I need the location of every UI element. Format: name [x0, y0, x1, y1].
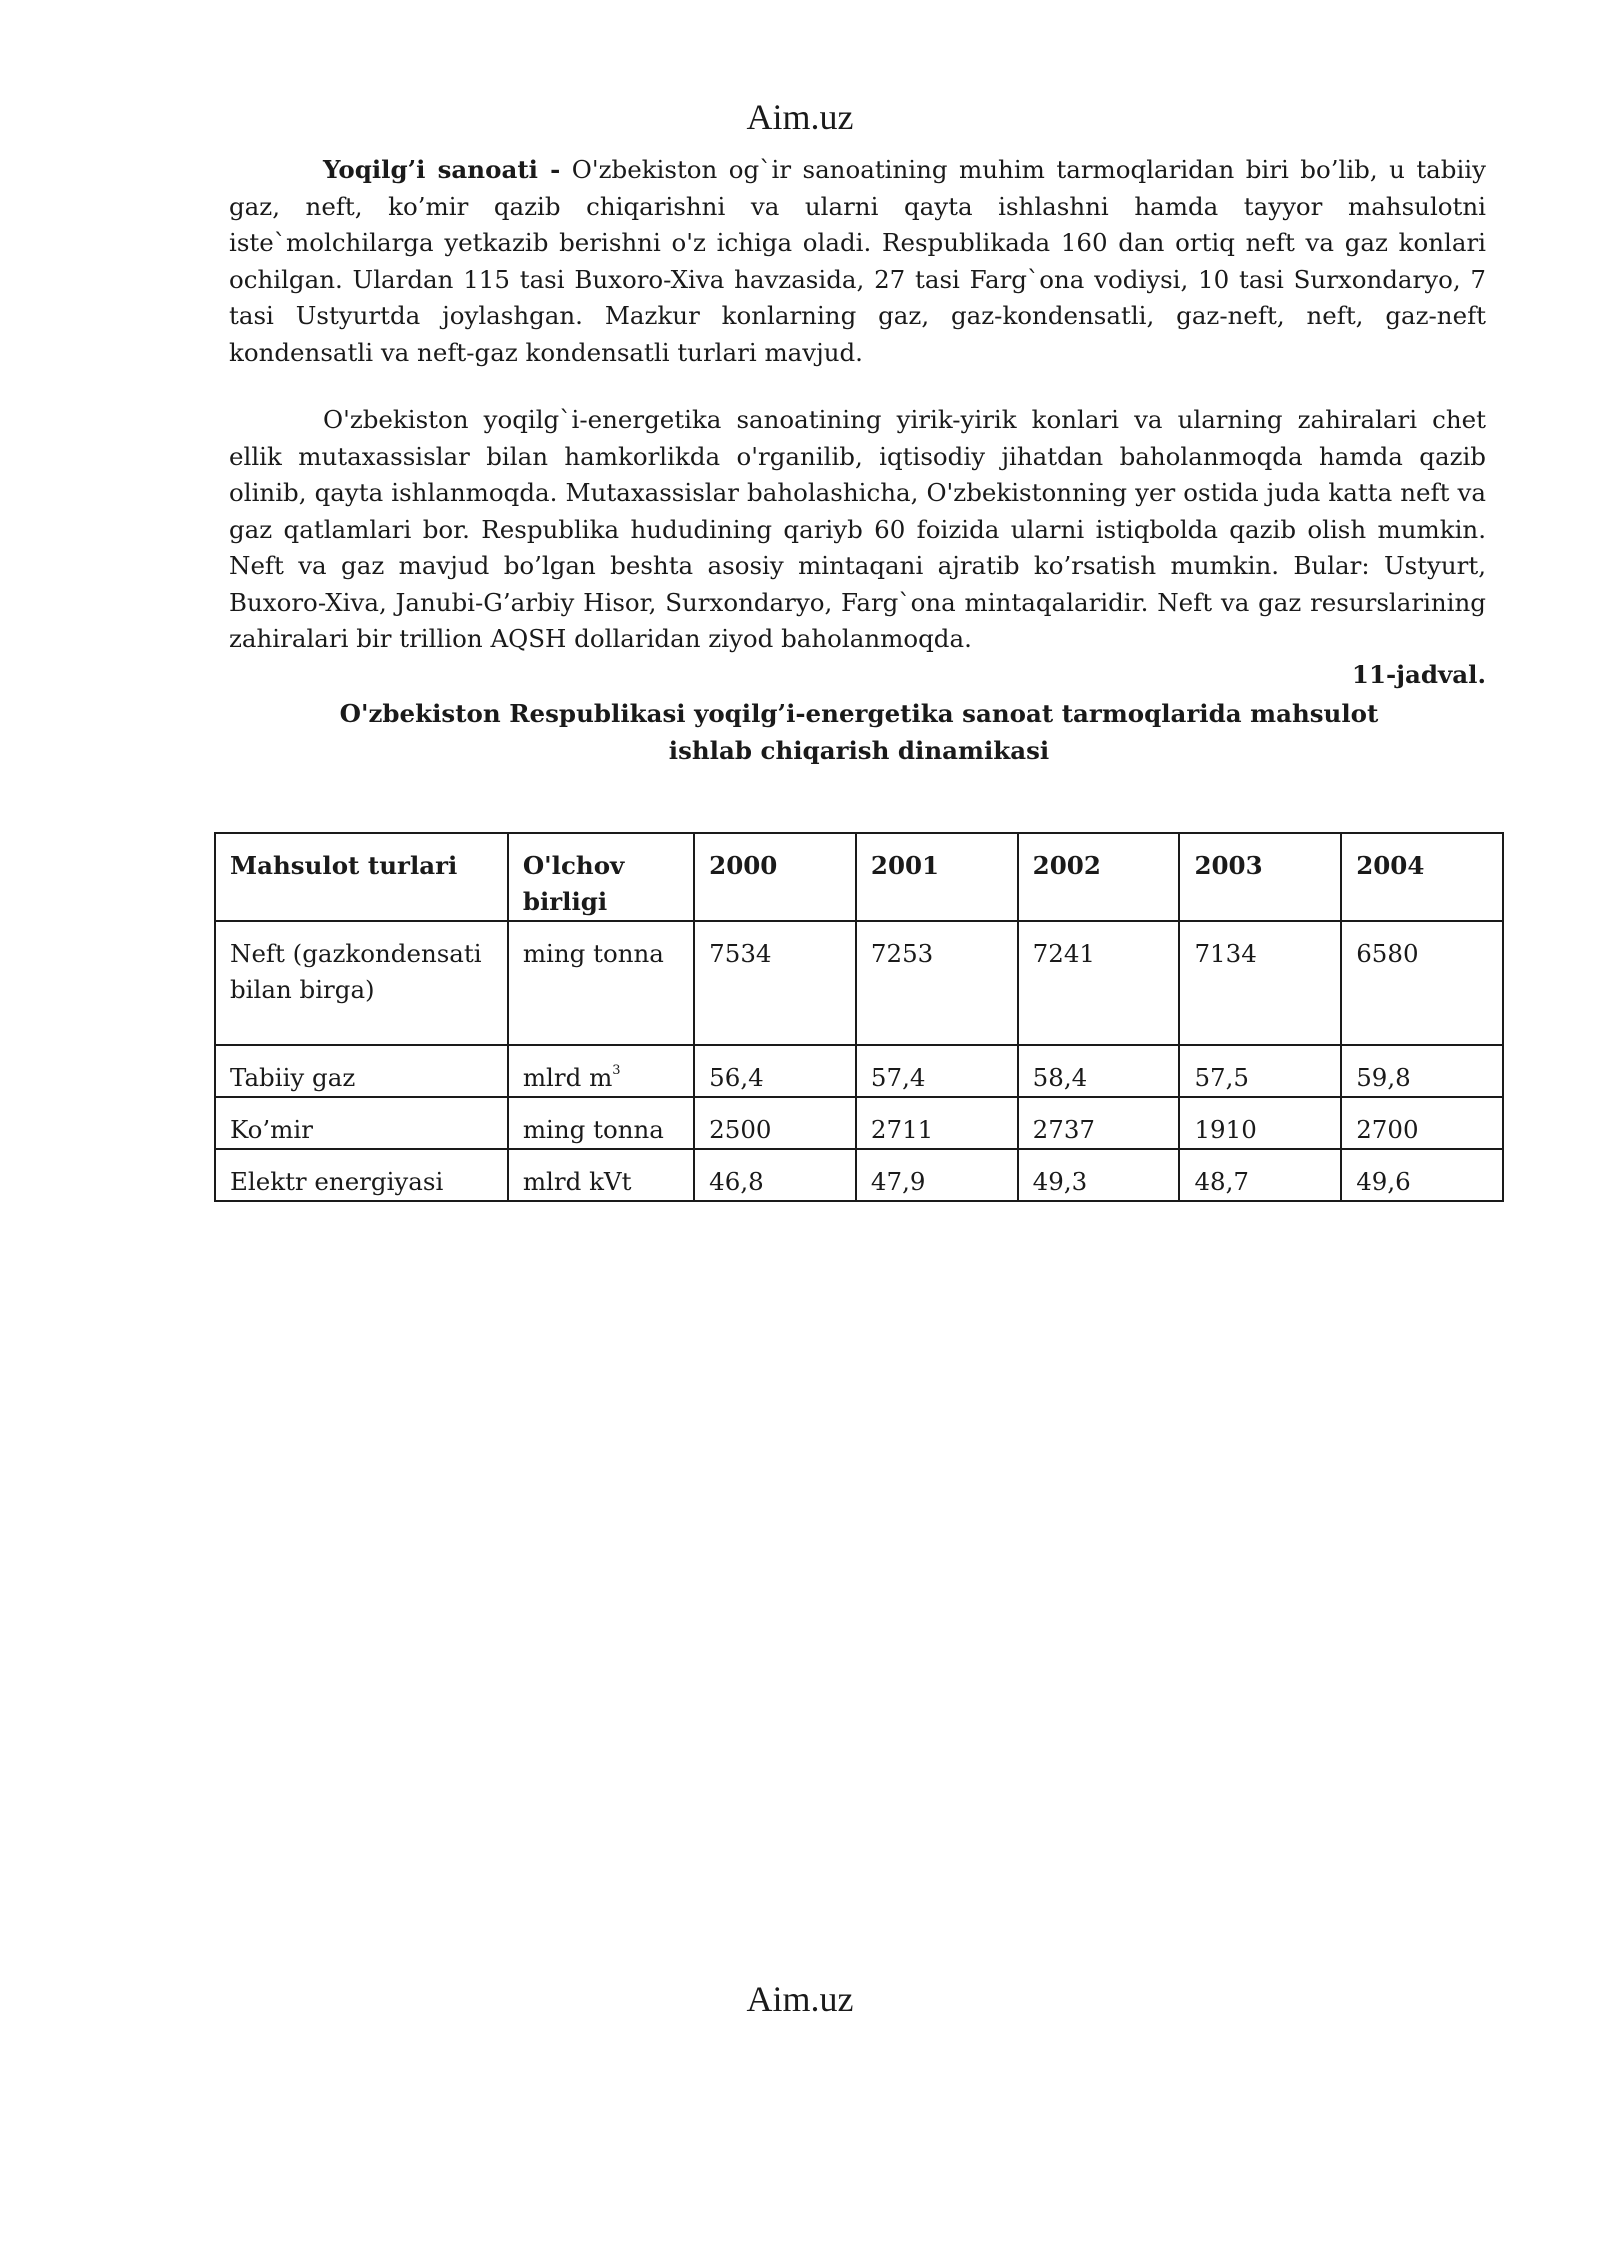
- cell-value: 2700: [1341, 1097, 1503, 1149]
- table-row: [215, 921, 1503, 1045]
- cell-value: 2711: [856, 1097, 1018, 1149]
- production-table: [214, 832, 1504, 1202]
- cell-value: 48,7: [1179, 1149, 1341, 1201]
- table-row: [215, 1149, 1503, 1201]
- header-year: 2000: [694, 833, 856, 921]
- site-footer: Aim.uz: [746, 1979, 854, 2019]
- cell-value: 2500: [694, 1097, 856, 1149]
- paragraph-intro: [229, 152, 1486, 371]
- cell-value: 49,6: [1341, 1149, 1503, 1201]
- cell-value: 59,8: [1341, 1045, 1503, 1097]
- cell-value: 7534: [694, 921, 856, 1045]
- cell-value: 1910: [1179, 1097, 1341, 1149]
- cell-type: Elektr energiyasi: [215, 1149, 508, 1201]
- cell-value: 57,4: [856, 1045, 1018, 1097]
- cell-unit: mlrd kVt: [508, 1149, 694, 1201]
- table-title: O'zbekiston Respublikasi yoqilg’i-energetika sanoat tarmoqlarida mahsulot ishlab chiqarish dinamikasi: [339, 699, 1379, 765]
- cell-value: 49,3: [1018, 1149, 1180, 1201]
- header-type: Mahsulot turlari: [215, 833, 508, 921]
- cell-value: 7253: [856, 921, 1018, 1045]
- cell-value: 7134: [1179, 921, 1341, 1045]
- cell-unit: mlrd $m^3$: [508, 1045, 694, 1097]
- cell-unit: ming tonna: [508, 921, 694, 1045]
- paragraph-resources-text: O'zbekiston yoqilg`i-energetika sanoatining yirik-yirik konlari va ularning zahiralari chet ellik mutaxassislar bilan hamkorlikda o'rganilib, iqtisodiy jihatdan baholanmoqda hamda qazib olinib, qayta ishlanmoqda. Mutaxassislar baholashicha, O'zbekistonning yer ostida juda katta neft va gaz qatlamlari bor. Respublika hududining qariyb 60 foizida ularni istiqbolda qazib olish mumkin. Neft va gaz mavjud bo’lgan beshta asosiy mintaqani ajratib ko’rsatish mumkin. Bular: Ustyurt, Buxoro-Xiva, Janubi-G’arbiy Hisor, Surxondaryo, Farg`ona mintaqalaridir. Neft va gaz resurslarining zahiralari bir trillion AQSH dollaridan ziyod baholanmoqda.: [229, 405, 1486, 653]
- cell-value: 57,5: [1179, 1045, 1341, 1097]
- table-number: 11-jadval.: [1351, 660, 1486, 689]
- header-year: 2003: [1179, 833, 1341, 921]
- header-year: 2001: [856, 833, 1018, 921]
- cell-value: 56,4: [694, 1045, 856, 1097]
- cell-type: Ko’mir: [215, 1097, 508, 1149]
- paragraph-lead-term: Yoqilg’i sanoati -: [323, 155, 561, 184]
- table-header-row: [215, 833, 1503, 921]
- cell-value: 7241: [1018, 921, 1180, 1045]
- table-row: [215, 1097, 1503, 1149]
- site-header: Aim.uz: [746, 97, 854, 137]
- header-unit: O'lchov birligi: [508, 833, 694, 921]
- paragraph-intro-text: O'zbekiston og`ir sanoatining muhim tarmoqlaridan biri bo’lib, u tabiiy gaz, neft, ko’mir qazib chiqarishni va ularni qayta ishlashni hamda tayyor mahsulotni iste`molchilarga yetkazib berishni o'z ichiga oladi. Respublikada 160 dan ortiq neft va gaz konlari ochilgan. Ulardan 115 tasi Buxoro-Xiva havzasida, 27 tasi Farg`ona vodiysi, 10 tasi Surxondaryo, 7 tasi Ustyurtda joylashgan. Mazkur konlarning gaz, gaz-kondensatli, gaz-neft, neft, gaz-neft kondensatli va neft-gaz kondensatli turlari mavjud.: [229, 155, 1486, 367]
- cell-value: 2737: [1018, 1097, 1180, 1149]
- cell-value: 47,9: [856, 1149, 1018, 1201]
- cell-unit: ming tonna: [508, 1097, 694, 1149]
- cell-value: 58,4: [1018, 1045, 1180, 1097]
- cell-value: 6580: [1341, 921, 1503, 1045]
- cell-value: 46,8: [694, 1149, 856, 1201]
- header-year: 2002: [1018, 833, 1180, 921]
- cell-type: Tabiiy gaz: [215, 1045, 508, 1097]
- paragraph-resources: [229, 402, 1486, 658]
- table-row: [215, 1045, 1503, 1097]
- header-year: 2004: [1341, 833, 1503, 921]
- cell-type: Neft (gazkondensati bilan birga): [215, 921, 508, 1045]
